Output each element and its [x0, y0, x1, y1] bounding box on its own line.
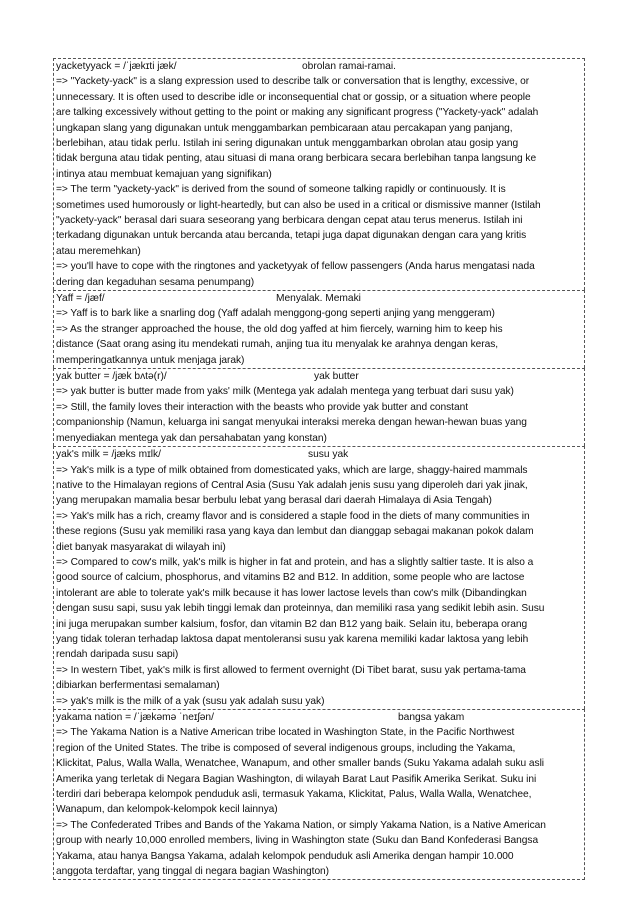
entry-line: terdiri dari beberapa kelompok penduduk asli, termasuk Yakama, Klickitat, Palus, Walla Walla, Wenatchee, — [56, 789, 532, 801]
entry-line: dengan susu sapi, susu yak lebih tinggi lemak dan proteinnya, dan memiliki rasa yang sedikit lebih asin. Susu — [56, 603, 545, 615]
entry-line: yang merupakan mamalia besar berbulu lebat yang berasal dari daerah Himalaya di Asia Tengah) — [56, 495, 492, 507]
entry-header — [56, 447, 582, 462]
entry-line: atau meremehkan) — [56, 245, 141, 257]
entry-line: yang tidak toleran terhadap laktosa dapat mentoleransi susu yak karena memiliki kadar laktosa yang lebih — [56, 633, 529, 645]
entry-yaff — [53, 290, 585, 368]
entry-line: distance (Saat orang asing itu mendekati rumah, anjing tua itu menyalak ke arahnya dengan keras, — [56, 339, 499, 351]
entry-line: => The Confederated Tribes and Bands of the Yakama Nation, or simply Yakama Nation, is a Native American — [56, 819, 546, 831]
entry-line: => Yak's milk has a rich, creamy flavor and is considered a staple food in the diets of many communities in — [56, 510, 530, 522]
entry-line: "yackety-yack" berasal dari suara seseorang yang berbicara dengan cepat atau terus menerus. Istilah ini — [56, 215, 523, 227]
entry-term: yak's milk = /jæks mɪlk/ — [56, 449, 161, 461]
entry-line: => The Yakama Nation is a Native American tribe located in Washington State, in the Pacific Northwest — [56, 727, 515, 739]
entry-line: => yak's milk is the milk of a yak (susu yak adalah susu yak) — [56, 695, 325, 707]
entry-line: region of the United States. The tribe is composed of several indigenous groups, including the Yakama, — [56, 742, 516, 754]
entry-translation: obrolan ramai-ramai. — [302, 61, 396, 72]
entry-line: => Yak's milk is a type of milk obtained from domesticated yaks, which are large, shaggy-haired mammals — [56, 464, 528, 476]
entry-header — [56, 291, 582, 306]
entry-line: dering dan kegaduhan sesama penumpang) — [56, 276, 255, 288]
entry-line: Klickitat, Palus, Walla Walla, Wenatchee, Wanapum, and other smaller bands (Suku Yakama adalah suku asli — [56, 758, 545, 770]
entry-line: anggota terdaftar, yang tinggal di negara bagian Washington) — [56, 866, 330, 878]
entry-line: ungkapan slang yang digunakan untuk menggambarkan pembicaraan atau percakapan yang panjang, — [56, 122, 513, 134]
entry-term: yak butter = /jæk bʌtə(r)/ — [56, 371, 167, 383]
entry-yacketyyack — [53, 58, 585, 290]
entry-line: => Yaff is to bark like a snarling dog (Yaff adalah menggong-gong seperti anjing yang menggeram) — [56, 308, 495, 320]
entry-line: ini juga merupakan sumber kalsium, fosfor, dan vitamin B2 dan B12 yang baik. Selain itu, beberapa orang — [56, 618, 528, 630]
entry-line: diet banyak masyarakat di wilayah ini) — [56, 541, 226, 553]
entry-line: Amerika yang terletak di Negara Bagian Washington, di wilayah Barat Laut Pasifik Amerika Serikat. Suku ini — [56, 773, 537, 785]
entry-line: Wanapum, dan kelompok-kelompok kecil lainnya) — [56, 804, 278, 816]
entry-line: terkadang digunakan untuk bercanda atau bercanda, tetapi juga dapat digunakan dengan cara yang kritis — [56, 230, 527, 242]
entry-term: yakama nation = /ˈjækəmə ˈneɪʃən/ — [56, 712, 214, 723]
entry-header — [56, 710, 582, 725]
dictionary-page — [53, 58, 585, 880]
entry-header — [56, 369, 582, 384]
entry-line: good source of calcium, phosphorus, and vitamins B2 and B12. In addition, some people who are lactose — [56, 572, 525, 584]
entry-line: native to the Himalayan regions of Central Asia (Susu Yak adalah jenis susu yang diperoleh dari yak jinak, — [56, 479, 528, 491]
entry-line: rendah daripada susu sapi) — [56, 649, 179, 661]
entry-line: => Still, the family loves their interaction with the beasts who provide yak butter and constant — [56, 401, 468, 413]
entry-line: Yakama, atau hanya Bangsa Yakama, adalah kelompok penduduk asli Amerika dengan hampir 10.000 — [56, 850, 514, 862]
entry-line: sometimes used humorously or light-heartedly, but can also be used in a critical or dismissive manner (Istilah — [56, 199, 541, 211]
entry-line: => The term "yackety-yack" is derived from the sound of someone talking rapidly or continuously. It is — [56, 184, 506, 196]
entry-term: Yaff = /jæf/ — [56, 293, 105, 305]
entry-term: yacketyyack = /ˈjækɪti jæk/ — [56, 61, 177, 72]
entry-line: memperingatkannya untuk menjaga jarak) — [56, 354, 245, 366]
entry-header — [56, 59, 582, 74]
entry-line: => Compared to cow's milk, yak's milk is higher in fat and protein, and has a slightly saltier taste. It is also a — [56, 556, 534, 568]
entry-yaks-milk — [53, 446, 585, 709]
entry-line: dibiarkan berfermentasi semalaman) — [56, 680, 220, 692]
entry-line: intinya atau membuat kemajuan yang signifikan) — [56, 168, 272, 180]
entry-yak-butter — [53, 368, 585, 446]
entry-translation: Menyalak. Memaki — [276, 293, 361, 305]
entry-line: tidak berguna atau tidak penting, atau situasi di mana orang berbicara secara berlebihan tanpa langsung ke — [56, 153, 537, 165]
entry-line: => As the stranger approached the house, the old dog yaffed at him fiercely, warning him to keep his — [56, 323, 503, 335]
entry-line: => yak butter is butter made from yaks' milk (Mentega yak adalah mentega yang terbuat dari susu yak) — [56, 386, 514, 398]
entry-yakama-nation — [53, 709, 585, 880]
entry-line: group with nearly 10,000 enrolled members, living in Washington state (Suku dan Band Konfederasi Bangsa — [56, 835, 539, 847]
entry-line: => In western Tibet, yak's milk is first allowed to ferment overnight (Di Tibet barat, susu yak pertama-tama — [56, 664, 526, 676]
entry-line: these regions (Susu yak memiliki rasa yang kaya dan lembut dan dianggap sebagai makanan pokok dalam — [56, 526, 534, 538]
entry-line: menyediakan mentega yak dan persahabatan yang konstan) — [56, 432, 327, 444]
entry-line: => you'll have to cope with the ringtones and yacketyyak of fellow passengers (Anda harus mengatasi nada — [56, 261, 535, 273]
entry-translation: bangsa yakam — [398, 712, 465, 723]
entry-line: unnecessary. It is often used to describe idle or inconsequential chat or gossip, or a situation where people — [56, 91, 531, 103]
entry-line: => "Yackety-yack" is a slang expression used to describe talk or conversation that is lengthy, excessive, or — [56, 76, 530, 88]
entry-line: intolerant are able to tolerate yak's milk because it has lower lactose levels than cow's milk (Dibandingkan — [56, 587, 527, 599]
entry-line: companionship (Namun, keluarga ini sangat menyukai interaksi mereka dengan hewan-hewan buas yang — [56, 417, 527, 429]
entry-translation: yak butter — [314, 371, 359, 383]
entry-line: berlebihan, atau tidak perlu. Istilah ini sering digunakan untuk menggambarkan obrolan atau gosip yang — [56, 138, 519, 150]
entry-translation: susu yak — [308, 449, 349, 461]
entry-line: are talking excessively without getting to the point or making any significant progress ("Yackety-yack" adalah — [56, 107, 539, 119]
